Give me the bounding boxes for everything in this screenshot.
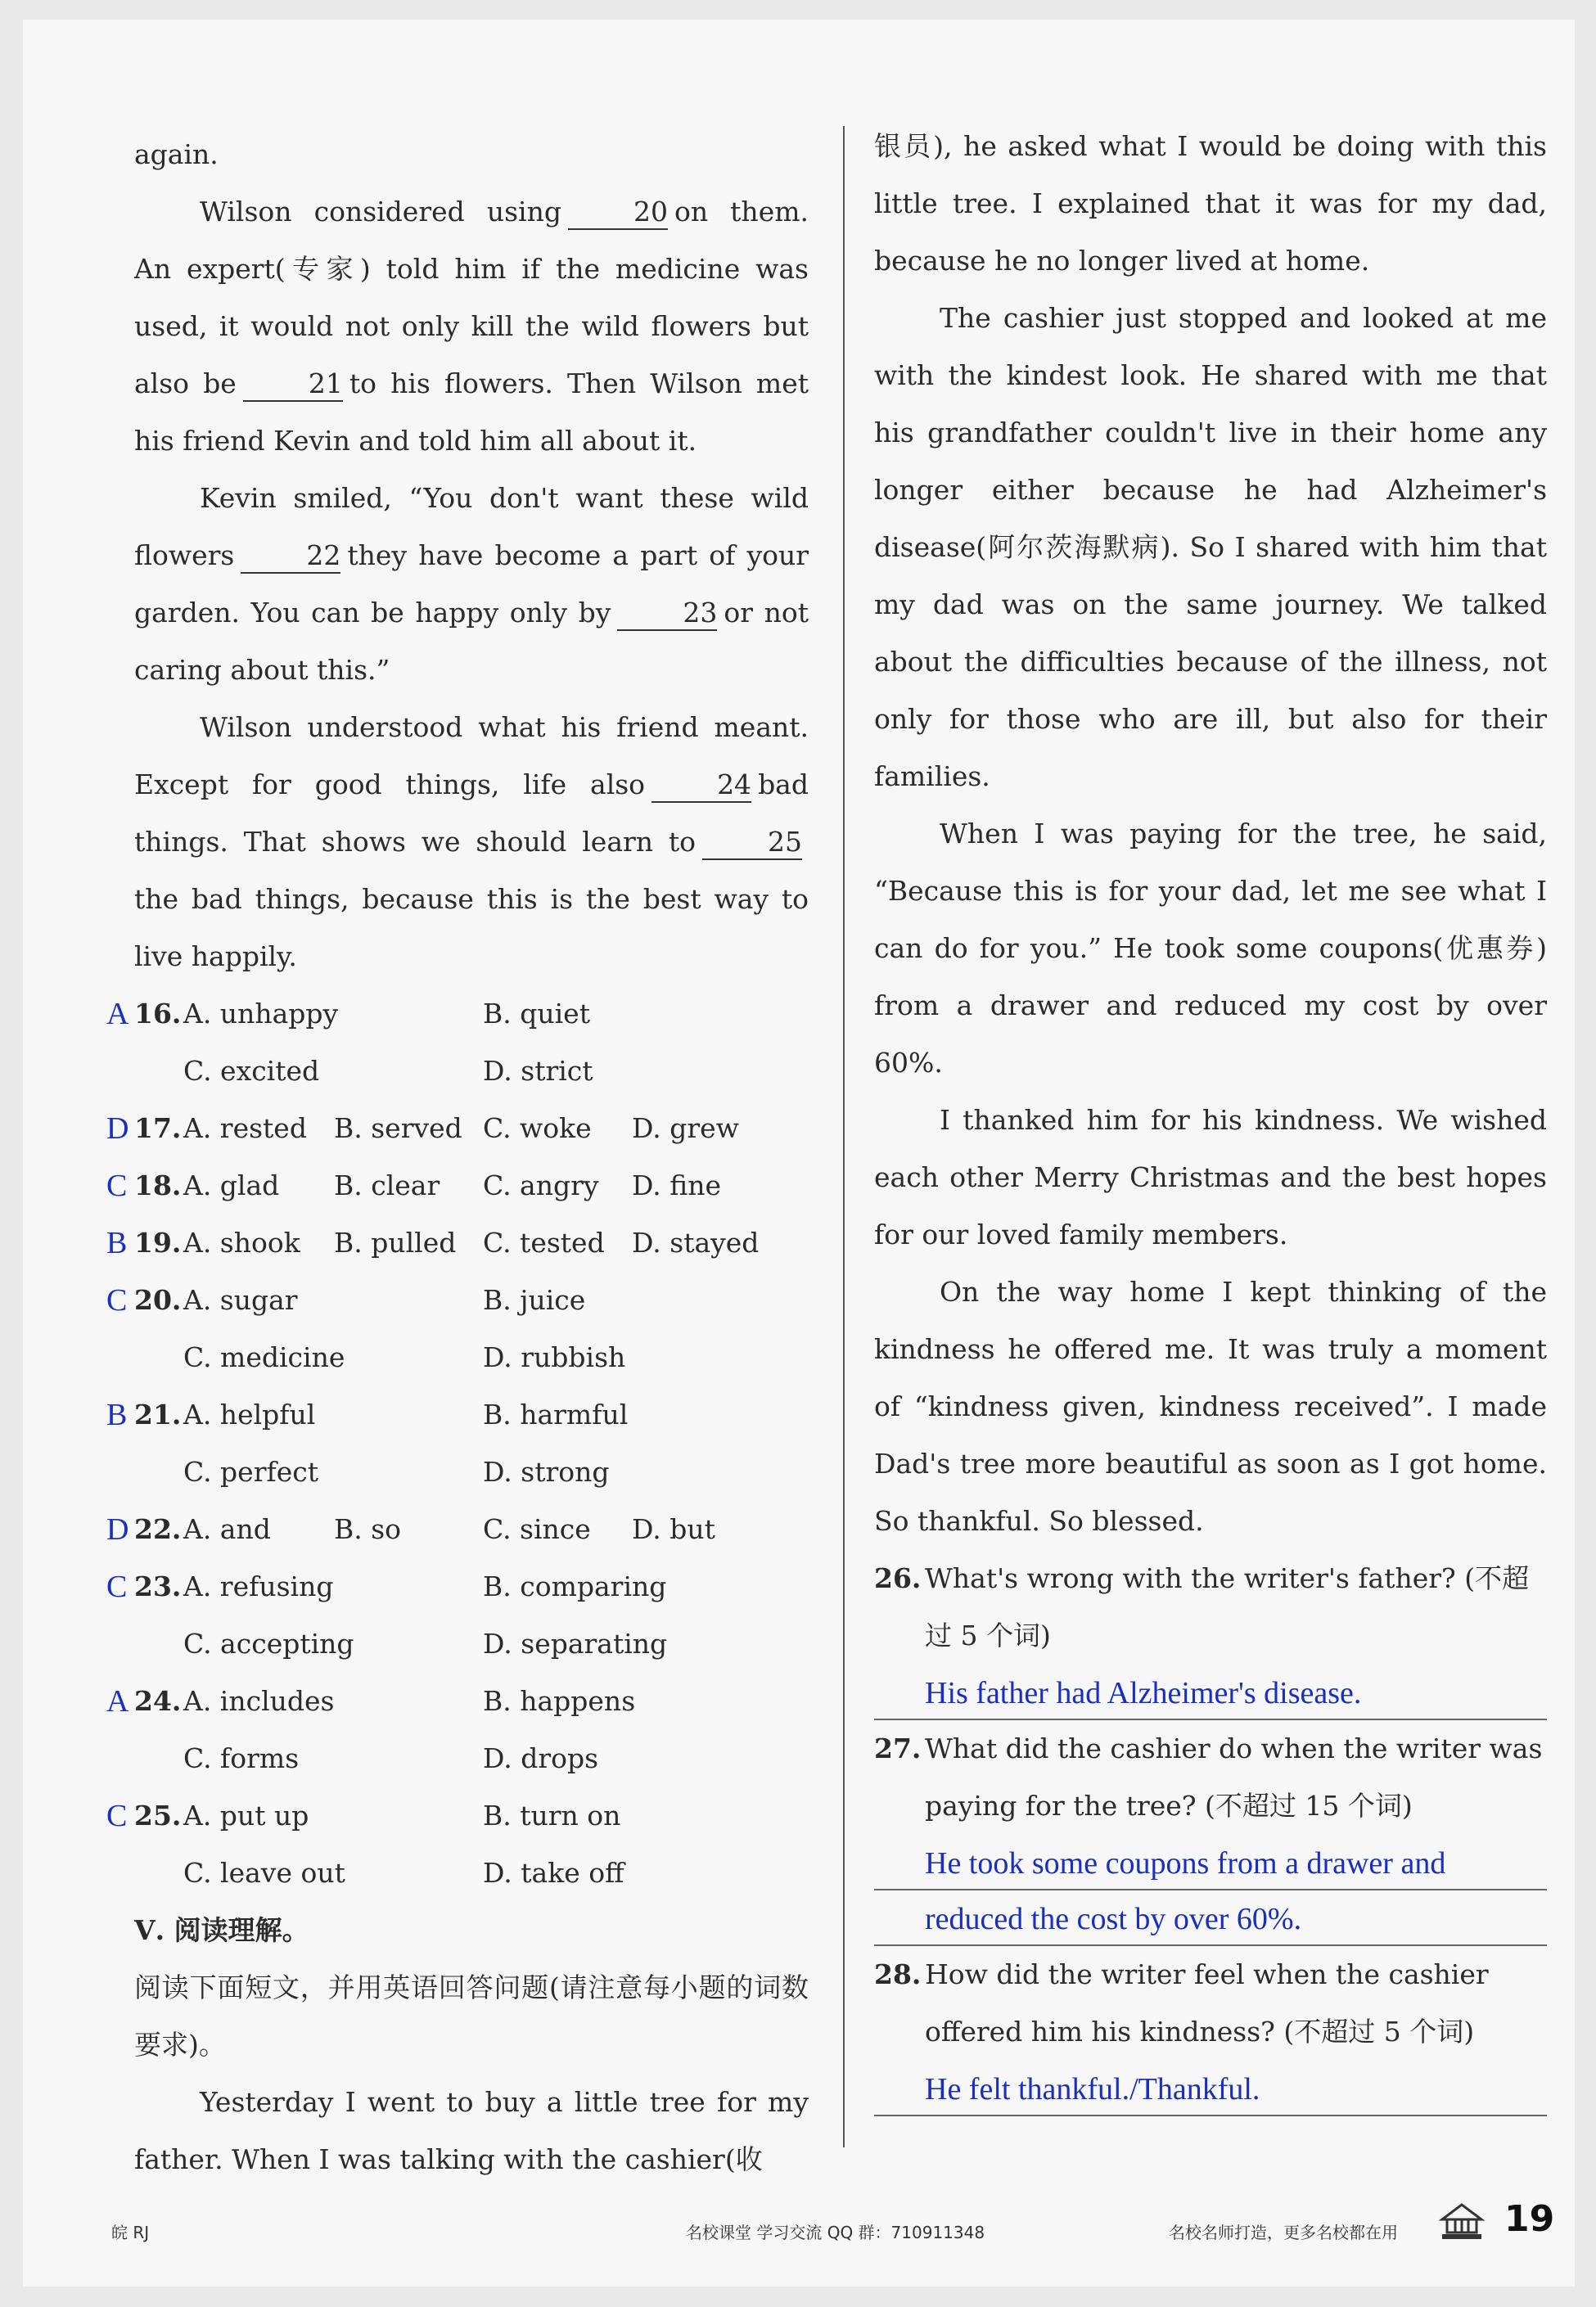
blank-22: 22 bbox=[241, 539, 340, 574]
question-27: 27. What did the cashier do when the writer was paying for the tree? (不超过 15 个词) bbox=[874, 1733, 1543, 1822]
handwritten-answer: C bbox=[106, 1799, 128, 1833]
answer-line[interactable]: reduced the cost by over 60%. bbox=[874, 1890, 1547, 1946]
blank-21: 21 bbox=[243, 367, 343, 402]
option-row: B 19. A. shook B. pulled C. tested D. stayed bbox=[134, 1214, 809, 1272]
passage-paragraph: I thanked him for his kindness. We wished each other Merry Christmas and the best hopes for our loved family members. bbox=[874, 1104, 1547, 1250]
blank-23: 23 bbox=[617, 597, 717, 631]
passage-paragraph: On the way home I kept thinking of the kindness he offered me. It was truly a moment of “kindness given, kindness received”. I made Dad's tree more beautiful as soon as I got home. So thankful. So blessed. bbox=[874, 1276, 1547, 1537]
question-28: 28. How did the writer feel when the cashier offered him his kindness? (不超过 5 个词) bbox=[874, 1958, 1489, 2048]
handwritten-answer: C bbox=[106, 1283, 128, 1318]
option-row: C. medicine D. rubbish bbox=[183, 1341, 626, 1373]
options-list bbox=[106, 985, 809, 1902]
left-column bbox=[106, 126, 809, 2188]
option-row: C 23. A. refusing B. comparing bbox=[134, 1558, 809, 1615]
handwritten-answer: D bbox=[106, 1111, 129, 1146]
option-row: C 18. A. glad B. clear C. angry D. fine bbox=[134, 1157, 809, 1214]
handwritten-answer: B bbox=[106, 1226, 128, 1260]
blank-20: 20 bbox=[568, 196, 668, 230]
option-row: A 24. A. includes B. happens bbox=[134, 1673, 809, 1730]
handwritten-answer: D bbox=[106, 1512, 129, 1547]
logo-icon bbox=[1439, 2203, 1485, 2241]
section-title: Ⅴ. 阅读理解。 bbox=[134, 1914, 309, 1946]
option-row: A 16. A. unhappy B. quiet bbox=[134, 985, 809, 1043]
page-number: 19 bbox=[1504, 2198, 1555, 2240]
footer-slogan: 名校名师打造，更多名校都在用 bbox=[1169, 2223, 1398, 2242]
option-row: C 25. A. put up B. turn on bbox=[134, 1787, 809, 1845]
option-row: D 22. A. and B. so C. since D. but bbox=[134, 1501, 809, 1558]
question-26: 26. What's wrong with the writer's father? (不超过 5 个词) bbox=[874, 1562, 1530, 1651]
answer-line[interactable]: His father had Alzheimer's disease. bbox=[874, 1665, 1547, 1720]
workbook-page bbox=[23, 20, 1575, 2287]
option-row: C. accepting D. separating bbox=[183, 1628, 668, 1660]
option-row: D 17. A. rested B. served C. woke D. grew bbox=[134, 1100, 809, 1157]
answer-line[interactable]: He took some coupons from a drawer and bbox=[874, 1835, 1547, 1890]
option-row: C. forms D. drops bbox=[183, 1742, 599, 1774]
passage-line: again. bbox=[134, 138, 219, 170]
passage-paragraph: Wilson considered using 20 on them. An expert(专家) told him if the medicine was used, it would not only kill the wild flowers but also be 21 to his flowers. Then Wilson met his friend Kevin and told him all about it. bbox=[134, 196, 809, 457]
passage-paragraph: 银员), he asked what I would be doing with this little tree. I explained that it was for my dad, because he no longer lived at home. bbox=[874, 130, 1547, 277]
option-row: C. excited D. strict bbox=[183, 1055, 593, 1087]
option-row: C. perfect D. strong bbox=[183, 1456, 610, 1488]
passage-paragraph: Kevin smiled, “You don't want these wild flowers 22 they have become a part of your garden. You can be happy only by 23 or not caring about this.” bbox=[134, 482, 809, 686]
right-column bbox=[874, 118, 1547, 2116]
instruction: 阅读下面短文，并用英语回答问题(请注意每小题的词数要求)。 bbox=[134, 1971, 809, 2061]
handwritten-answer: C bbox=[106, 1570, 128, 1604]
footer-qq-group: 名校课堂 学习交流 QQ 群：710911348 bbox=[686, 2223, 985, 2242]
footer-edition: 皖 RJ bbox=[111, 2223, 150, 2242]
option-row: B 21. A. helpful B. harmful bbox=[134, 1386, 809, 1444]
passage-paragraph: When I was paying for the tree, he said, “Because this is for your dad, let me see what I can do for you.” He took some coupons(优惠券) from a drawer and reduced my cost by over 60%. bbox=[874, 818, 1547, 1079]
passage-paragraph: Yesterday I went to buy a little tree for my father. When I was talking with the cashier(收 bbox=[134, 2086, 809, 2175]
passage-paragraph: The cashier just stopped and looked at me with the kindest look. He shared with me that his grandfather couldn't live in their home any longer either because he had Alzheimer's disease(阿尔茨海默病). So I shared with him that my dad was on the same journey. We talked about the difficulties because of the illness, not only for those who are ill, but also for their families. bbox=[874, 302, 1547, 792]
blank-24: 24 bbox=[651, 768, 751, 803]
option-row: C 20. A. sugar B. juice bbox=[134, 1272, 809, 1329]
passage-paragraph: Wilson understood what his friend meant. Except for good things, life also 24 bad things. That shows we should learn to 25the bad things, because this is the best way to live happily. bbox=[134, 711, 809, 972]
column-divider bbox=[843, 126, 845, 2147]
handwritten-answer: A bbox=[106, 1684, 129, 1719]
blank-25: 25 bbox=[702, 826, 802, 860]
option-row: C. leave out D. take off bbox=[183, 1857, 624, 1889]
handwritten-answer: B bbox=[106, 1398, 128, 1432]
handwritten-answer: A bbox=[106, 997, 129, 1031]
handwritten-answer: C bbox=[106, 1169, 128, 1203]
answer-line[interactable]: He felt thankful./Thankful. bbox=[874, 2061, 1547, 2116]
